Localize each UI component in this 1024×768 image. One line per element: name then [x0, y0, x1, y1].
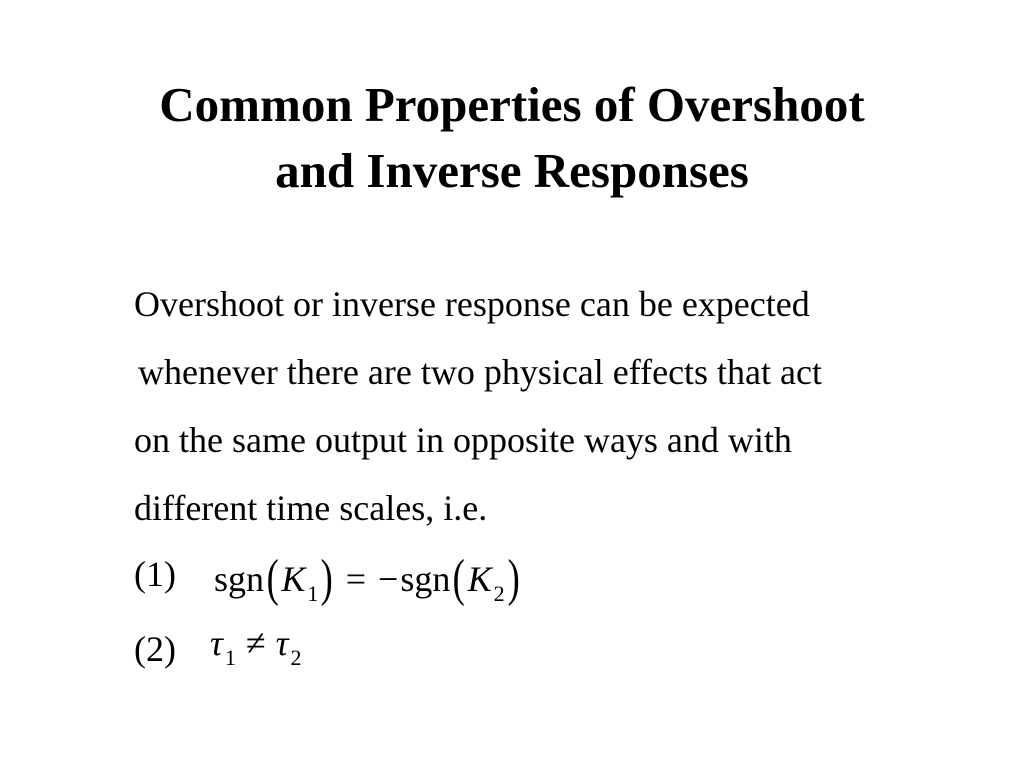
- variable-tau1: τ: [210, 623, 223, 663]
- not-equal-sign: ≠: [245, 623, 266, 663]
- body-line-4: different time scales, i.e.: [134, 488, 488, 528]
- variable-k2: K: [467, 559, 492, 599]
- sgn-function-left: sgn: [214, 559, 265, 599]
- subscript-1: 1: [307, 581, 319, 606]
- condition-2-number: (2): [134, 629, 176, 669]
- sgn-function-right: sgn: [400, 559, 451, 599]
- variable-k1: K: [281, 559, 306, 599]
- open-paren-left: (: [266, 550, 279, 607]
- body-line-1: Overshoot or inverse response can be expected: [134, 284, 810, 324]
- body-line-2: whenever there are two physical effects that act: [138, 352, 822, 392]
- condition-1-equation: [214, 545, 522, 607]
- body-line-3: on the same output in opposite ways and with: [134, 420, 792, 460]
- subscript-2: 2: [493, 581, 505, 606]
- subscript-tau-1: 1: [224, 645, 236, 670]
- close-paren-left: ): [320, 550, 334, 607]
- condition-2-equation: [210, 622, 302, 670]
- slide-title-line-2: and Inverse Responses: [275, 143, 749, 198]
- slide-title: [62, 72, 962, 204]
- slide-body: [134, 270, 1004, 542]
- slide-title-line-1: Common Properties of Overshoot: [159, 77, 865, 132]
- close-paren-right: ): [507, 550, 520, 607]
- open-paren-right: (: [452, 550, 466, 607]
- equals-sign: =: [345, 559, 366, 599]
- condition-1-number: (1): [134, 554, 176, 594]
- minus-sign: −: [378, 559, 399, 599]
- variable-tau2: τ: [275, 623, 289, 663]
- subscript-tau-2: 2: [290, 645, 302, 670]
